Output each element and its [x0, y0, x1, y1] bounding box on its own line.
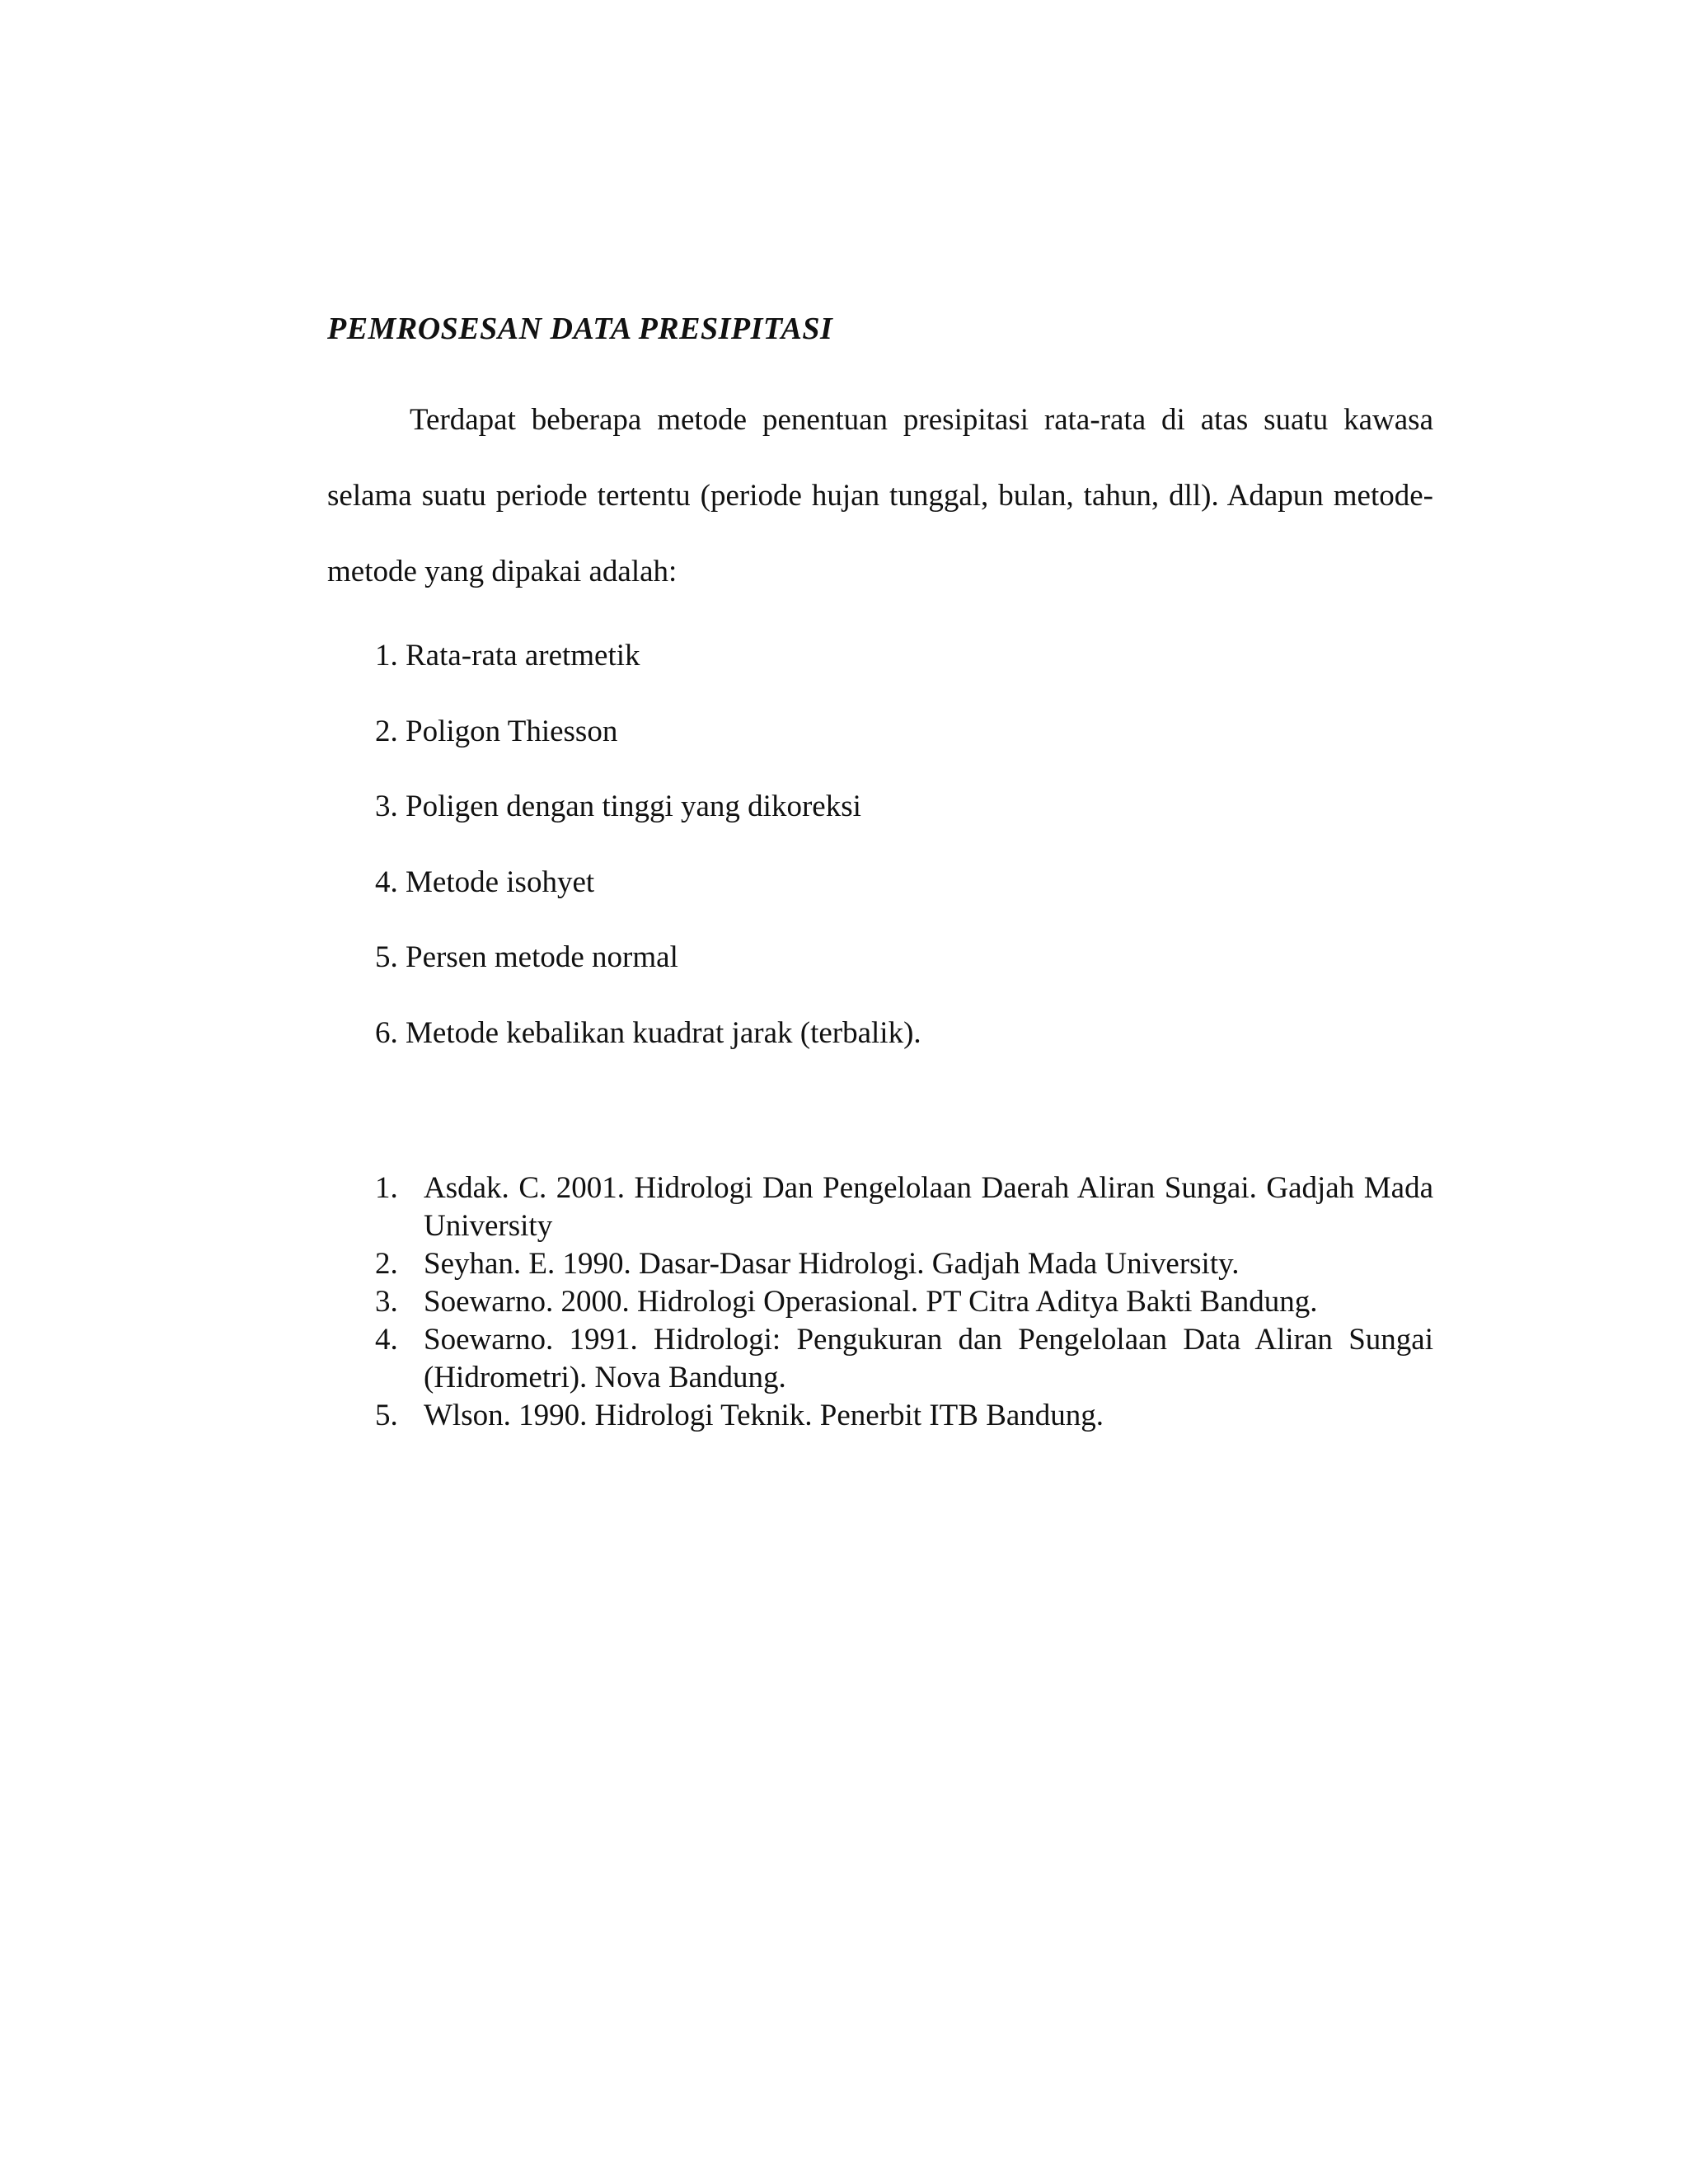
- reference-number: 2.: [375, 1247, 398, 1281]
- reference-number: 1.: [375, 1171, 398, 1205]
- list-item: 2. Poligon Thiesson: [375, 714, 618, 748]
- reference-item: [327, 1245, 1433, 1283]
- reference-number: 3.: [375, 1285, 398, 1319]
- reference-text: Soewarno. 1991. Hidrologi: Pengukuran dan Pengelolaan Data Aliran Sungai (Hidrometri). Nova Bandung.: [424, 1323, 1433, 1394]
- list-item: 6. Metode kebalikan kuadrat jarak (terbalik).: [375, 1015, 921, 1050]
- page-content: [327, 310, 1433, 1435]
- intro-paragraph: Terdapat beberapa metode penentuan presipitasi rata-rata di atas suatu kawasa selama suatu periode tertentu (periode hujan tunggal, bulan, tahun, dll). Adapun metode-metode yang dipakai adalah:: [327, 403, 1433, 588]
- list-item: 1. Rata-rata aretmetik: [375, 639, 640, 673]
- reference-text: Seyhan. E. 1990. Dasar-Dasar Hidrologi. Gadjah Mada University.: [424, 1247, 1240, 1281]
- reference-item: [327, 1283, 1433, 1321]
- reference-item: [327, 1169, 1433, 1245]
- references-list: [327, 1169, 1433, 1435]
- page-title: PEMROSESAN DATA PRESIPITASI: [327, 312, 833, 346]
- methods-list: [327, 618, 1433, 1071]
- list-item: 3. Poligen dengan tinggi yang dikoreksi: [375, 790, 861, 823]
- list-item: 5. Persen metode normal: [375, 940, 678, 974]
- list-item: 4. Metode isohyet: [375, 865, 595, 899]
- reference-number: 5.: [375, 1399, 398, 1432]
- reference-text: Wlson. 1990. Hidrologi Teknik. Penerbit ITB Bandung.: [424, 1399, 1104, 1432]
- reference-item: [327, 1397, 1433, 1435]
- reference-item: [327, 1321, 1433, 1397]
- reference-text: Asdak. C. 2001. Hidrologi Dan Pengelolaan Daerah Aliran Sungai. Gadjah Mada University: [424, 1171, 1433, 1243]
- reference-number: 4.: [375, 1323, 398, 1357]
- reference-text: Soewarno. 2000. Hidrologi Operasional. PT Citra Aditya Bakti Bandung.: [424, 1285, 1318, 1319]
